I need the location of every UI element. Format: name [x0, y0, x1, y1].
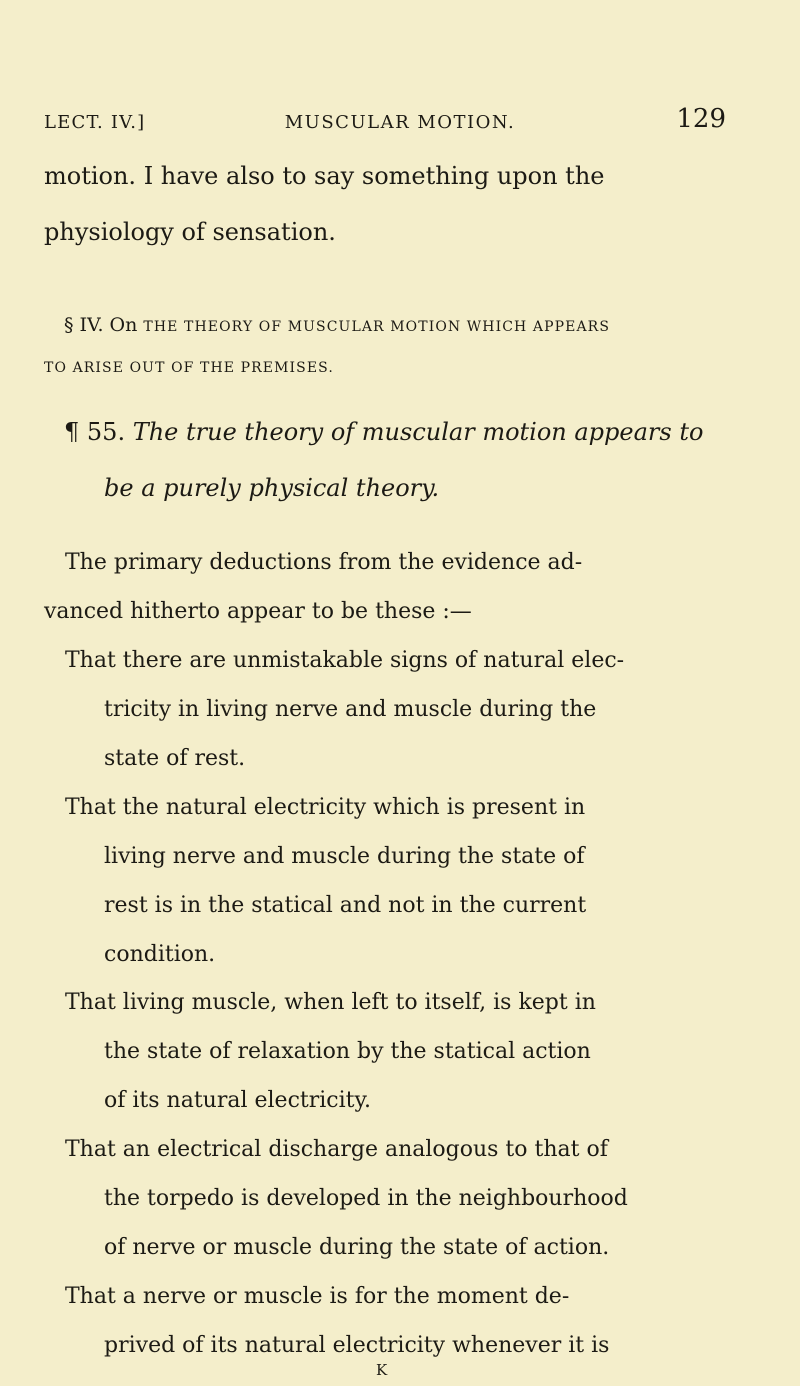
- section-lead-word: On: [109, 314, 138, 336]
- signature-mark: K: [376, 1361, 389, 1379]
- text-line: of its natural electricity.: [104, 1088, 371, 1114]
- text-line: That a nerve or muscle is for the moment de-: [65, 1284, 570, 1310]
- text-line: living nerve and muscle during the state of: [104, 843, 585, 869]
- section-title: THE THEORY OF MUSCULAR MOTION WHICH APPEARS: [143, 319, 611, 335]
- section-heading-line-1: [64, 316, 610, 335]
- section-mark: § IV.: [64, 314, 104, 336]
- paragraph-title: The true theory of muscular motion appears to: [132, 418, 704, 446]
- section-heading-line-2: TO ARISE OUT OF THE PREMISES.: [44, 360, 334, 376]
- text-line: vanced hitherto appear to be these :—: [44, 598, 472, 624]
- running-head-title: MUSCULAR MOTION.: [284, 112, 516, 133]
- text-line: condition.: [104, 941, 216, 967]
- text-line: tricity in living nerve and muscle during the: [104, 696, 597, 722]
- paragraph-number: ¶ 55.: [64, 418, 126, 446]
- intro-line-2: physiology of sensation.: [44, 218, 336, 246]
- paragraph-heading-line-2: be a purely physical theory.: [104, 474, 440, 502]
- text-line: of nerve or muscle during the state of action.: [104, 1235, 610, 1261]
- intro-line-1: motion. I have also to say something upon the: [44, 162, 605, 190]
- text-line: the state of relaxation by the statical action: [104, 1039, 591, 1065]
- text-line: That living muscle, when left to itself, is kept in: [65, 990, 596, 1016]
- running-head-lecture: LECT. IV.]: [44, 112, 146, 133]
- text-line: That an electrical discharge analogous to that of: [65, 1137, 608, 1163]
- text-line: That the natural electricity which is present in: [65, 794, 586, 820]
- text-line: state of rest.: [104, 745, 246, 771]
- page-number: 129: [676, 104, 726, 134]
- paragraph-heading-line-1: [64, 420, 703, 444]
- text-line: the torpedo is developed in the neighbourhood: [104, 1186, 628, 1212]
- text-line: rest is in the statical and not in the current: [104, 892, 587, 918]
- text-line: That there are unmistakable signs of natural elec-: [65, 647, 625, 673]
- text-line: The primary deductions from the evidence ad-: [65, 550, 583, 575]
- text-line: prived of its natural electricity whenever it is: [104, 1333, 610, 1358]
